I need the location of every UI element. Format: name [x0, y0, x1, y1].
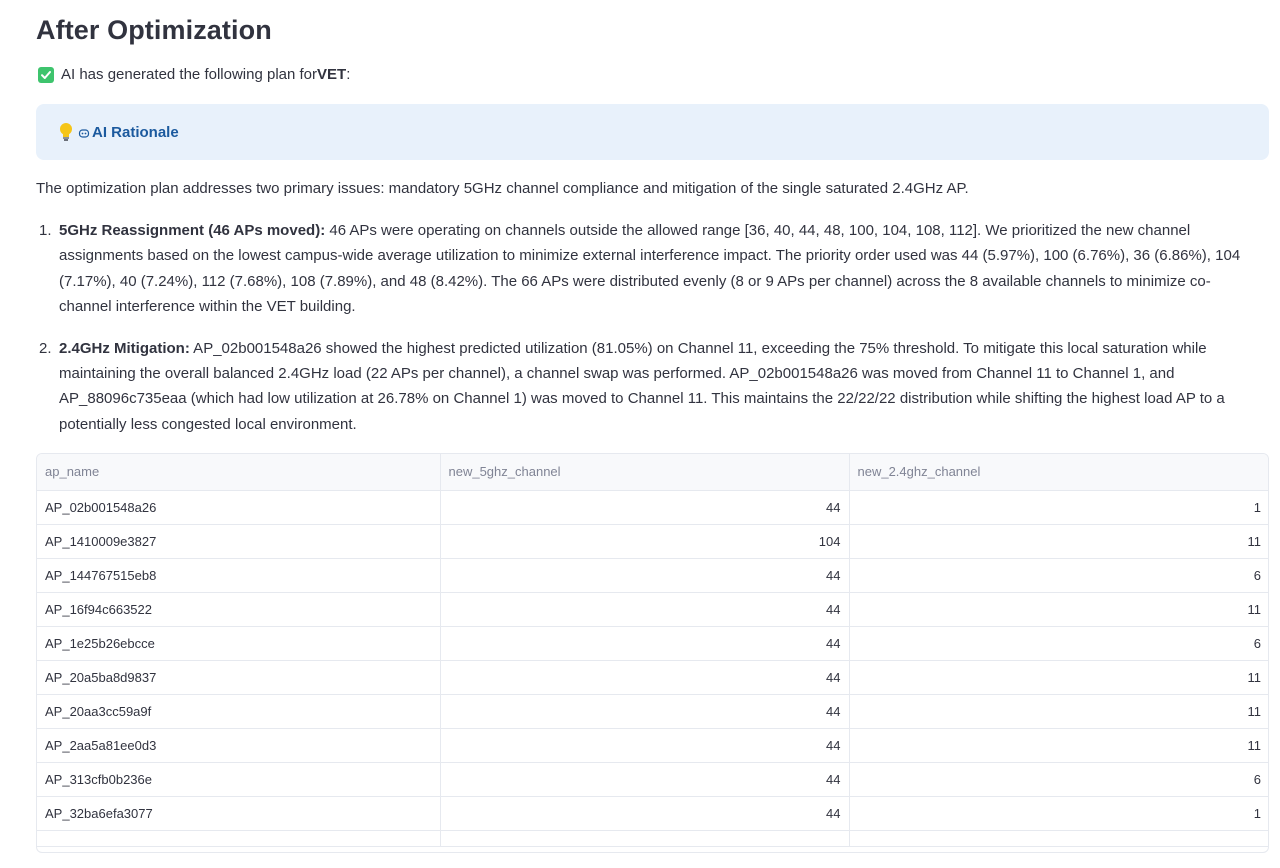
cell-ap-name[interactable]: AP_1e25b26ebcce — [37, 626, 440, 660]
page-heading: After Optimization — [36, 15, 272, 45]
status-prefix: AI has generated the following plan for — [61, 66, 318, 83]
cell-2-4ghz-channel[interactable]: 11 — [849, 592, 1269, 626]
plan-list — [36, 218, 1246, 453]
cell-5ghz-channel[interactable]: 44 — [440, 558, 849, 592]
status-message — [38, 64, 350, 86]
plan-item — [36, 336, 1246, 438]
channel-plan-table[interactable] — [36, 453, 1269, 853]
cell-2-4ghz-channel[interactable]: 11 — [849, 728, 1269, 762]
column-header-new-5ghz-channel[interactable]: new_5ghz_channel — [440, 454, 849, 490]
cell-5ghz-channel[interactable]: 44 — [440, 626, 849, 660]
plan-item-text: AP_02b001548a26 showed the highest predicted utilization (81.05%) on Channel 11, exceeding the 75% threshold. To mitigate this local saturation while maintaining the overall balanced 2.4GHz load (22 APs per channel), a channel swap was performed. AP_02b001548a26 was moved from Channel 11 to Channel 1, and AP_88096c735eaa (which had low utilization at 26.78% on Channel 1) was moved to Channel 11. This maintains the 22/22/22 distribution while shifting the highest load AP to a potentially less congested local environment. — [59, 339, 1225, 433]
table-row[interactable] — [37, 592, 1269, 626]
column-header-ap-name[interactable]: ap_name — [37, 454, 440, 490]
table-row[interactable] — [37, 728, 1269, 762]
table-header-row — [37, 454, 1269, 490]
plan-item-number: 1. — [39, 222, 52, 239]
plan-item-title: 2.4GHz Mitigation: — [59, 339, 190, 357]
plan-item — [36, 218, 1246, 320]
ai-rationale-box — [36, 104, 1269, 160]
cell-5ghz-channel[interactable]: 44 — [440, 762, 849, 796]
cell-2-4ghz-channel[interactable]: 6 — [849, 626, 1269, 660]
column-header-new-2-4ghz-channel[interactable]: new_2.4ghz_channel — [849, 454, 1269, 490]
check-box-icon — [38, 67, 54, 83]
table-row[interactable] — [37, 558, 1269, 592]
cell-ap-name[interactable]: AP_32ba6efa3077 — [37, 796, 440, 830]
cell-2-4ghz-channel[interactable]: 1 — [849, 490, 1269, 524]
cell-ap-name[interactable]: AP_16f94c663522 — [37, 592, 440, 626]
table-row[interactable] — [37, 490, 1269, 524]
cell-2-4ghz-channel[interactable]: 6 — [849, 762, 1269, 796]
cell-2-4ghz-channel[interactable]: 11 — [849, 660, 1269, 694]
table-row[interactable] — [37, 796, 1269, 830]
status-suffix: : — [346, 66, 351, 83]
cell-2-4ghz-channel[interactable]: 1 — [849, 796, 1269, 830]
cell-ap-name[interactable]: AP_313cfb0b236e — [37, 762, 440, 796]
cell-ap-name[interactable]: AP_20a5ba8d9837 — [37, 660, 440, 694]
table-row-partial — [37, 830, 1269, 846]
plan-item-number: 2. — [39, 339, 52, 357]
plan-item-text: 46 APs were operating on channels outside the allowed range [36, 40, 44, 48, 100, 104, 108, 112]. We prioritized the new channel assignments based on the lowest campus-wide average utilization to minimize external interference impact. The priority order used was 44 (5.97%), 100 (6.76%), 36 (6.86%), 104 (7.17%), 40 (7.24%), 112 (7.68%), 108 (7.89%), and 48 (8.42%). The 66 APs were distributed evenly (8 or 9 APs per channel) across the 8 available channels to minimize co-channel interference within the VET building. — [59, 222, 1241, 316]
cell-ap-name[interactable]: AP_2aa5a81ee0d3 — [37, 728, 440, 762]
cell-5ghz-channel[interactable]: 44 — [440, 796, 849, 830]
intro-paragraph: The optimization plan addresses two primary issues: mandatory 5GHz channel compliance and mitigation of the single saturated 2.4GHz AP. — [36, 180, 969, 197]
plan-item-title: 5GHz Reassignment (46 APs moved): — [59, 222, 326, 239]
cell-5ghz-channel[interactable]: 104 — [440, 524, 849, 558]
rationale-title: AI Rationale — [92, 123, 179, 141]
table-row[interactable] — [37, 626, 1269, 660]
light-bulb-icon — [58, 122, 74, 142]
table-row[interactable] — [37, 762, 1269, 796]
table-row[interactable] — [37, 694, 1269, 728]
table-row[interactable] — [37, 660, 1269, 694]
status-building: VET — [317, 66, 347, 83]
cell-5ghz-channel[interactable]: 44 — [440, 490, 849, 524]
cell-5ghz-channel[interactable]: 44 — [440, 728, 849, 762]
cell-2-4ghz-channel[interactable]: 11 — [849, 524, 1269, 558]
cell-5ghz-channel[interactable]: 44 — [440, 694, 849, 728]
cell-ap-name[interactable]: AP_02b001548a26 — [37, 490, 440, 524]
cell-2-4ghz-channel[interactable]: 11 — [849, 694, 1269, 728]
cell-5ghz-channel[interactable]: 44 — [440, 660, 849, 694]
cell-ap-name[interactable]: AP_144767515eb8 — [37, 558, 440, 592]
table-row[interactable] — [37, 524, 1269, 558]
cell-5ghz-channel[interactable]: 44 — [440, 592, 849, 626]
cell-2-4ghz-channel[interactable]: 6 — [849, 558, 1269, 592]
cell-ap-name[interactable]: AP_20aa3cc59a9f — [37, 694, 440, 728]
robot-icon — [78, 126, 90, 138]
cell-ap-name[interactable]: AP_1410009e3827 — [37, 524, 440, 558]
